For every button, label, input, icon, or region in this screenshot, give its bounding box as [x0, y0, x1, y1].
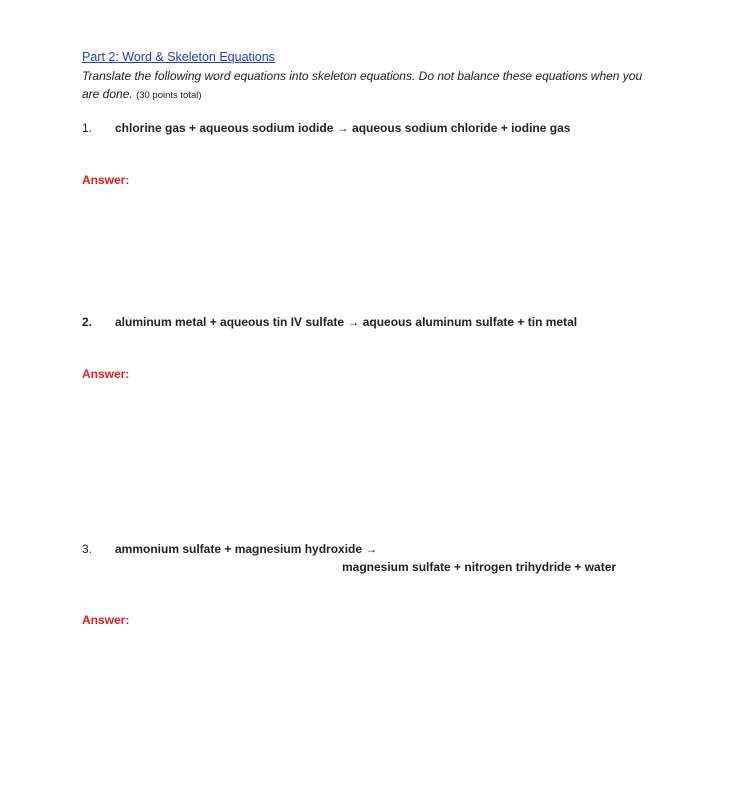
question-2-equation: aluminum metal + aqueous tin IV sulfate → aqueous aluminum sulfate + tin metal [115, 315, 578, 329]
question-3-equation-line-1: ammonium sulfate + magnesium hydroxide → [115, 542, 378, 556]
instructions-text: Translate the following word equations into skeleton equations. Do not balance these equations when you are done. [82, 69, 643, 101]
instructions [82, 67, 662, 105]
question-1-number: 1. [82, 121, 93, 135]
question-2-answer-label: Answer: [82, 367, 130, 381]
question-3-number: 3. [82, 542, 93, 556]
question-1-equation: chlorine gas + aqueous sodium iodide → aqueous sodium chloride + iodine gas [115, 121, 571, 135]
question-3-equation-line-2: magnesium sulfate + nitrogen trihydride + water [342, 560, 617, 574]
question-2-number: 2. [82, 315, 93, 329]
section-heading: Part 2: Word & Skeleton Equations [82, 50, 275, 64]
points-total: (30 points total) [136, 90, 202, 101]
question-3-answer-label: Answer: [82, 613, 130, 627]
question-1-answer-label: Answer: [82, 173, 130, 187]
